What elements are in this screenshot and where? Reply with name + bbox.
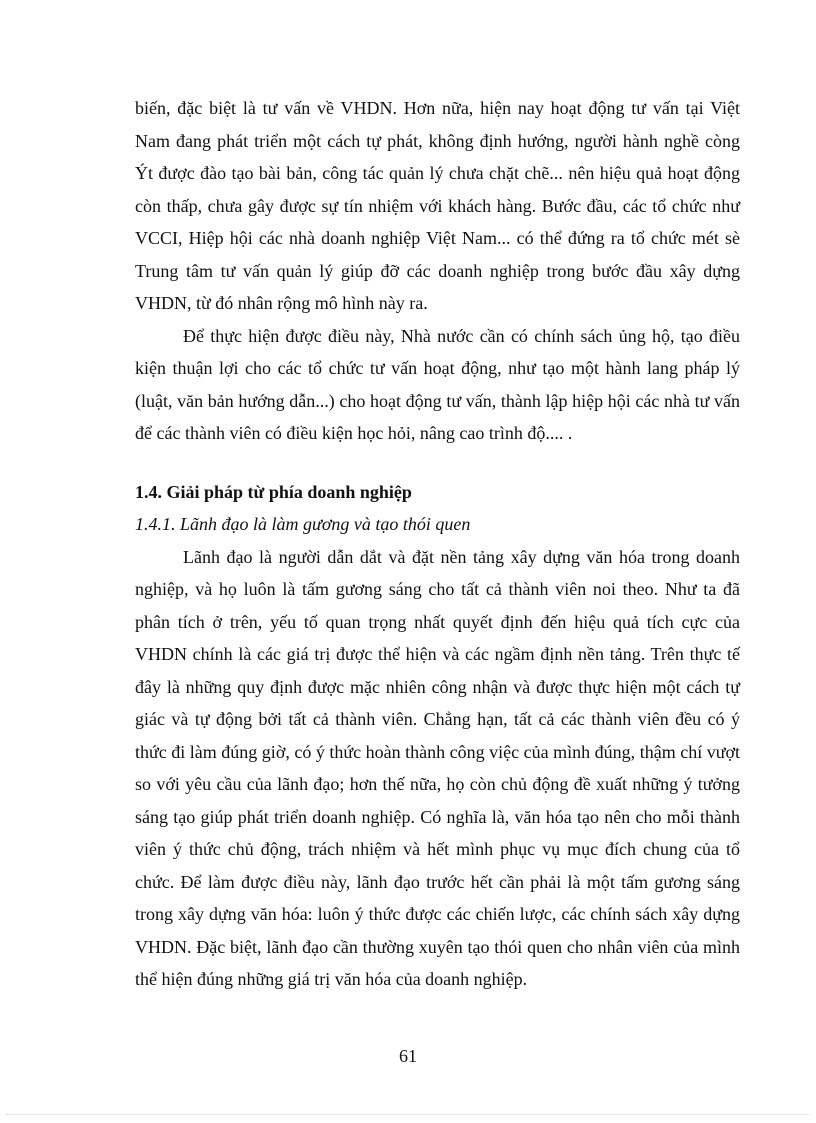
section-heading: 1.4. Giải pháp từ phía doanh nghiệp xyxy=(135,481,412,502)
page-content xyxy=(135,92,740,996)
body-paragraph-state-support: Để thực hiện được điều này, Nhà nước cần có chính sách ủng hộ, tạo điều kiện thuận lợi cho các tổ chức tư vấn hoạt động, như tạo một hành lang pháp lý (luật, văn bản hướng dẫn...) cho hoạt động tư vấn, thành lập hiệp hội các nhà tư vấn để các thành viên có điều kiện học hỏi, nâng cao trình độ.... . xyxy=(135,325,740,443)
body-paragraph-continuation: biến, đặc biệt là tư vấn về VHDN. Hơn nữa, hiện nay hoạt động tư vấn tại Việt Nam đang phát triển một cách tự phát, không định hướng, người hành nghề còng Ýt được đào tạo bài bản, công tác quản lý chưa chặt chẽ... nên hiệu quả hoạt động còn thấp, chưa gây được sự tín nhiệm với khách hàng. Bước đầu, các tổ chức như VCCI, Hiệp hội các nhà doanh nghiệp Việt Nam... có thể đứng ra tổ chức mét sè Trung tâm tư vấn quản lý giúp đỡ các doanh nghiệp trong bước đầu xây dựng VHDN, từ đó nhân rộng mô hình này ra. xyxy=(135,98,740,313)
page-number: 61 xyxy=(399,1046,417,1066)
section-spacer xyxy=(135,450,740,476)
subsection-heading: 1.4.1. Lãnh đạo là làm gương và tạo thói quen xyxy=(135,514,471,534)
body-paragraph-leadership: Lãnh đạo là người dẫn dắt và đặt nền tảng xây dựng văn hóa trong doanh nghiệp, và họ luôn là tấm gương sáng cho tất cả thành viên noi theo. Như ta đã phân tích ở trên, yếu tố quan trọng nhất quyết định đến hiệu quả tích cực của VHDN chính là các giá trị được thể hiện và các ngầm định nền tảng. Trên thực tế đây là những quy định được mặc nhiên công nhận và được thực hiện một cách tự giác và tự động bởi tất cả thành viên. Chẳng hạn, tất cả các thành viên đều có ý thức đi làm đúng giờ, có ý thức hoàn thành công việc của mình đúng, thậm chí vượt so với yêu cầu của lãnh đạo; hơn thế nữa, họ còn chủ động đề xuất những ý tưởng sáng tạo giúp phát triển doanh nghiệp. Có nghĩa là, văn hóa tạo nên cho mỗi thành viên ý thức chủ động, trách nhiệm và hết mình phục vụ mục đích chung của tổ chức. Để làm được điều này, lãnh đạo trước hết cần phải là một tấm gương sáng trong xây dựng văn hóa: luôn ý thức được các chiến lược, các chính sách xây dựng VHDN. Đặc biệt, lãnh đạo cần thường xuyên tạo thói quen cho nhân viên của mình thể hiện đúng những giá trị văn hóa của doanh nghiệp. xyxy=(135,546,740,989)
page-bottom-divider xyxy=(6,1114,810,1115)
